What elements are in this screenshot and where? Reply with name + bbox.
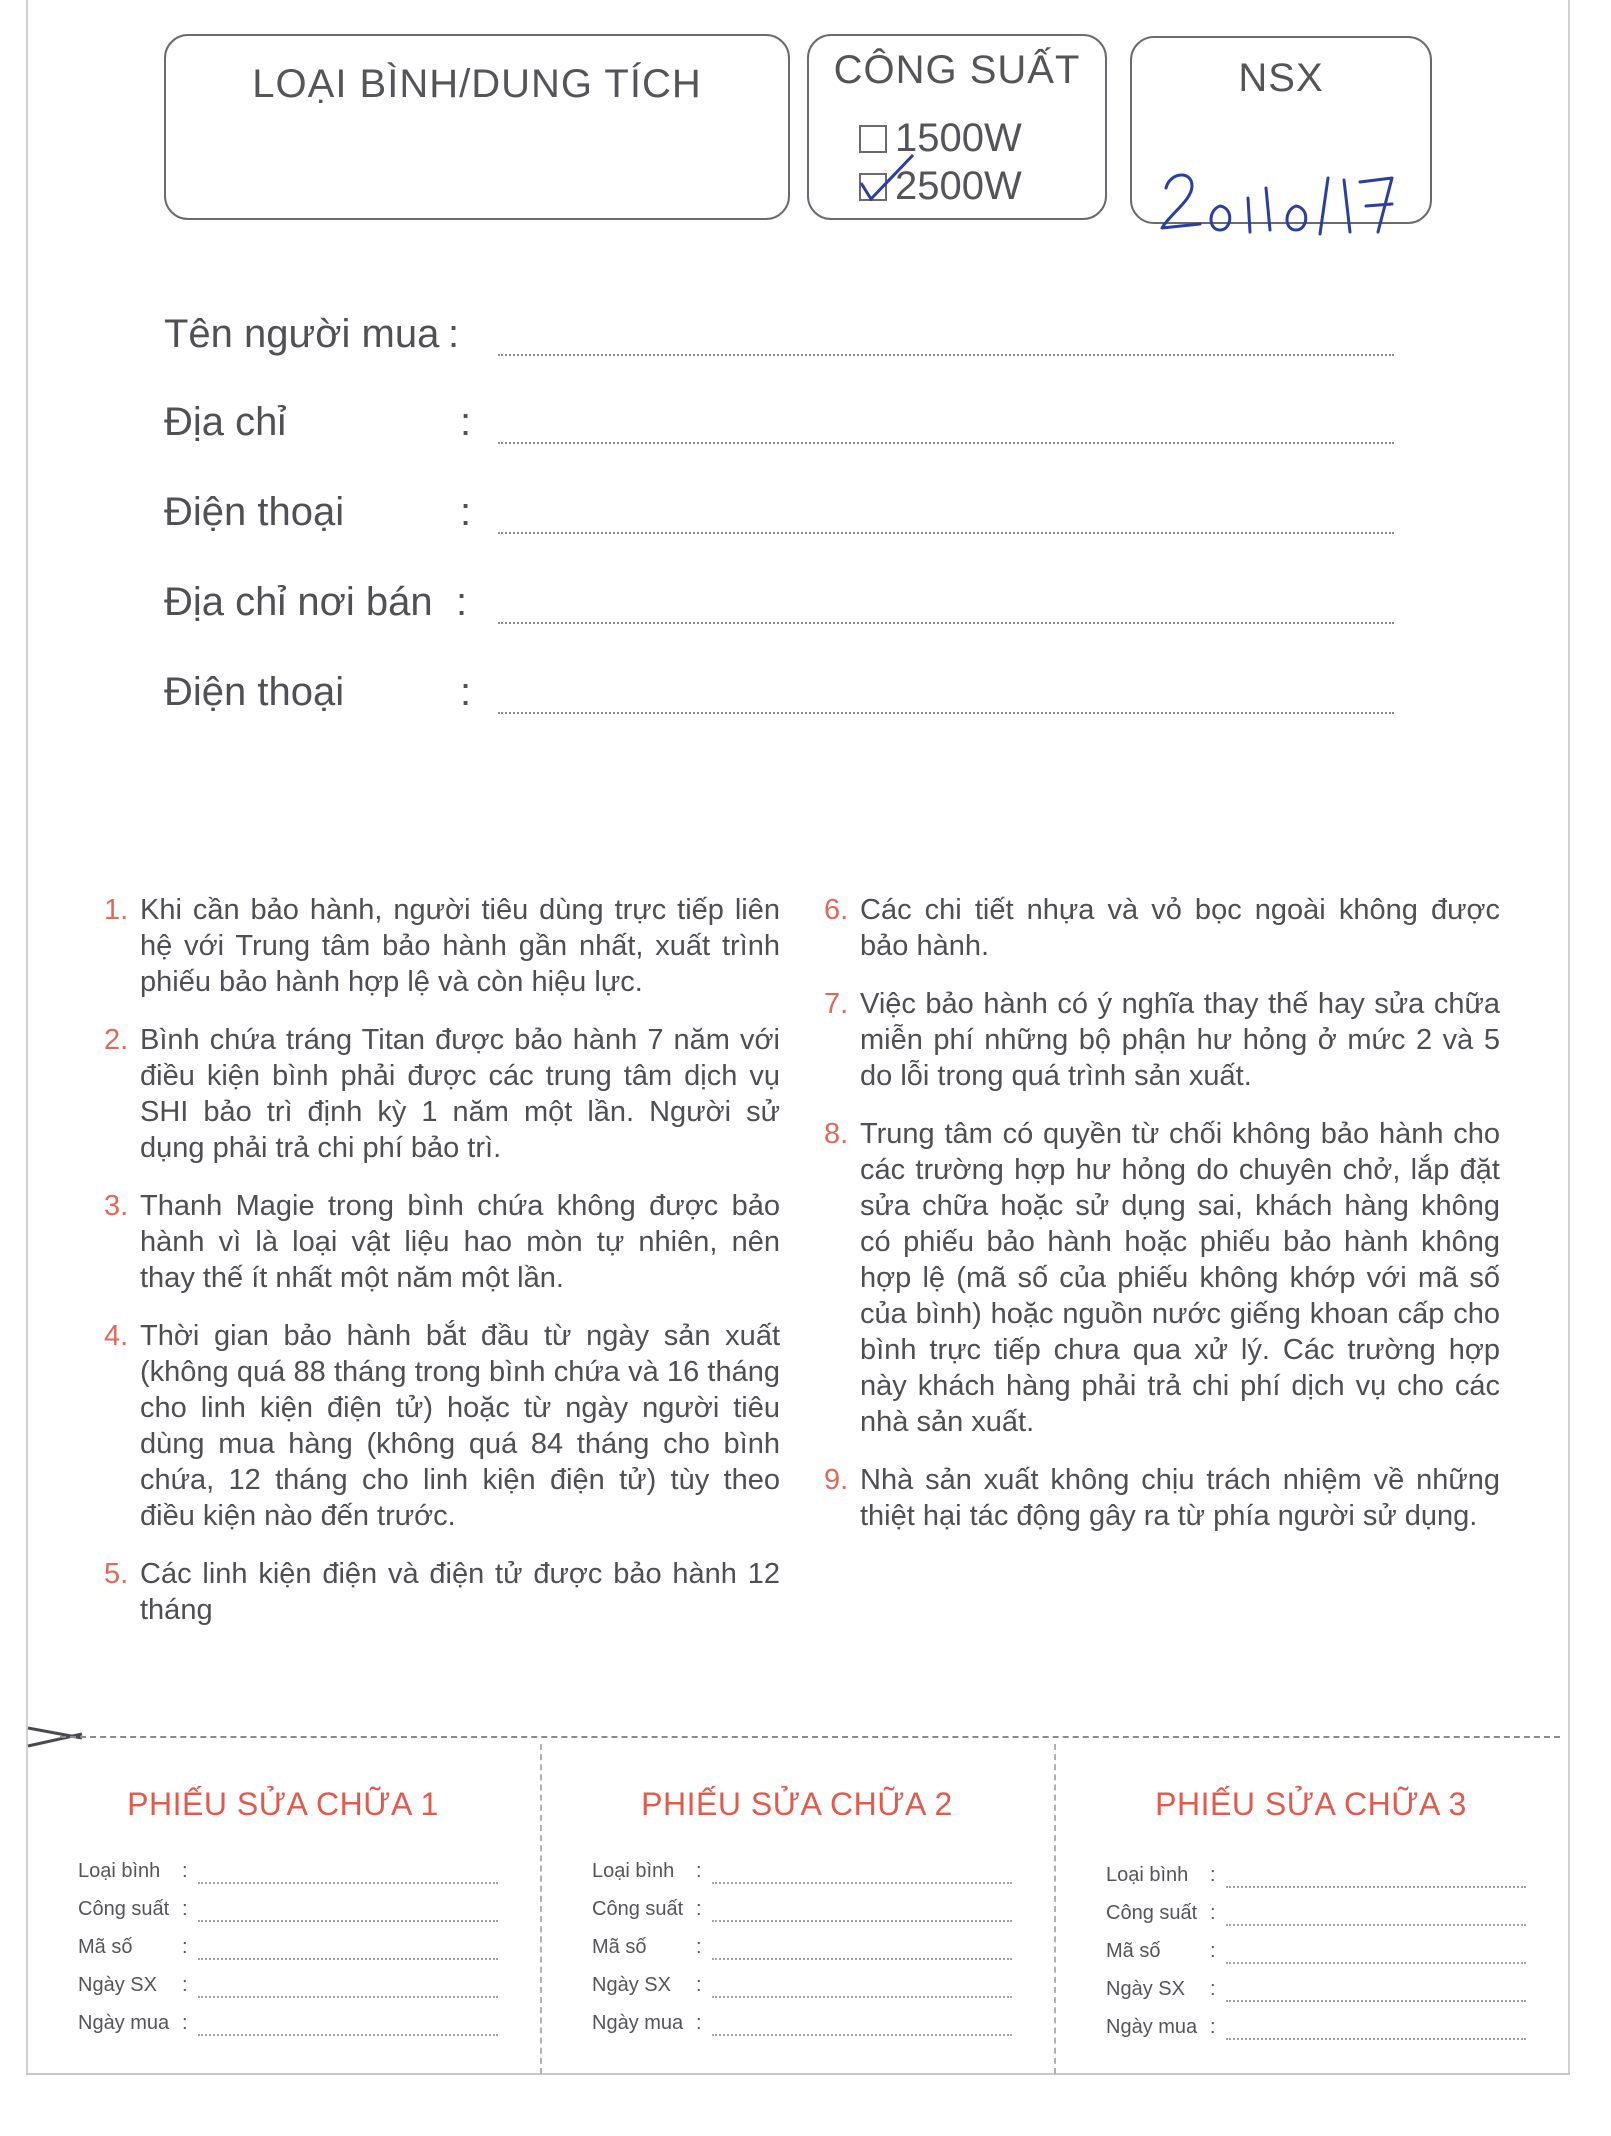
slip-colon: :: [182, 1898, 188, 1920]
term-text: Trung tâm có quyền từ chối không bảo hành cho các trường hợp hư hỏng do chuyên chở, lắp đặt sửa chữa hoặc sử dụng sai, khách hàng không có phiếu bảo hành hoặc phiếu bảo hành không hợp lệ (mã số của phiếu không khớp với mã số của bình) hoặc nguồn nước giếng khoan cấp cho bình trực tiếp chưa qua xử lý. Các trường hợp này khách hàng phải trả chi phí dịch vụ cho các nhà sản xuất.: [860, 1118, 1500, 1438]
slip-dotted-line[interactable]: [1226, 1886, 1526, 1888]
term-item: [820, 892, 1500, 964]
slip-dotted-line[interactable]: [712, 1920, 1012, 1922]
slip-label: Ngày mua: [1106, 2016, 1198, 2038]
slip-row-purchase-date[interactable]: [78, 2012, 498, 2042]
term-text: Thời gian bảo hành bắt đầu từ ngày sản xuất (không quá 88 tháng trong bình chứa và 16 tháng cho linh kiện điện tử) hoặc từ ngày người tiêu dùng mua hàng (không quá 84 tháng cho bình chứa, 12 tháng cho linh kiện điện tử) tùy theo điều kiện nào đến trước.: [140, 1320, 780, 1532]
nsx-box: [1130, 36, 1432, 247]
slip-row-power[interactable]: [78, 1898, 498, 1928]
slip-colon: :: [1210, 1864, 1216, 1886]
term-number: 2.: [104, 1024, 129, 1056]
term-item: [100, 892, 780, 1000]
field-colon: :: [456, 580, 468, 624]
slip-dotted-line[interactable]: [198, 1958, 498, 1960]
term-item: [100, 1022, 780, 1166]
field-label: Tên người mua: [164, 312, 440, 356]
slip-row-tank-type[interactable]: [78, 1860, 498, 1890]
terms-left-column: [100, 892, 780, 1650]
term-item: [100, 1318, 780, 1534]
field-dotted-line[interactable]: [498, 354, 1394, 356]
slip-dotted-line[interactable]: [1226, 2038, 1526, 2040]
field-dotted-line[interactable]: [498, 712, 1394, 714]
term-item: [820, 986, 1500, 1094]
slip-colon: :: [696, 1936, 702, 1958]
slip-label: Mã số: [1106, 1940, 1161, 1962]
repair-slip-1: [28, 1744, 538, 2074]
term-text: Khi cần bảo hành, người tiêu dùng trực tiếp liên hệ với Trung tâm bảo hành gần nhất, xuất trình phiếu bảo hành hợp lệ và còn hiệu lực.: [140, 894, 780, 998]
slip-label: Ngày SX: [78, 1974, 157, 1996]
slip-label: Mã số: [592, 1936, 647, 1958]
check-mark-icon: [857, 153, 917, 203]
slip-row-code[interactable]: [78, 1936, 498, 1966]
slip-row-purchase-date[interactable]: [592, 2012, 1012, 2042]
slip-dotted-line[interactable]: [1226, 1924, 1526, 1926]
slip-label: Ngày mua: [592, 2012, 684, 2034]
slip-row-mfg-date[interactable]: [78, 1974, 498, 2004]
slip-label: Công suất: [1106, 1902, 1198, 1924]
slip-row-power[interactable]: [592, 1898, 1012, 1928]
term-number: 9.: [824, 1464, 849, 1496]
slip-dotted-line[interactable]: [1226, 1962, 1526, 1964]
term-number: 3.: [104, 1190, 129, 1222]
field-colon: :: [460, 400, 472, 444]
slip-dotted-line[interactable]: [712, 1882, 1012, 1884]
term-text: Các chi tiết nhựa và vỏ bọc ngoài không được bảo hành.: [860, 894, 1500, 962]
slip-dotted-line[interactable]: [198, 2034, 498, 2036]
slip-label: Ngày SX: [1106, 1978, 1185, 2000]
power-title: CÔNG SUẤT: [833, 48, 1081, 92]
slip-label: Loại bình: [78, 1860, 161, 1882]
seller-phone-field[interactable]: [164, 670, 1394, 730]
slip-label: Loại bình: [1106, 1864, 1189, 1886]
field-colon: :: [460, 670, 472, 714]
slip-label: Loại bình: [592, 1860, 675, 1882]
tank-type-title: LOẠI BÌNH/DUNG TÍCH: [252, 62, 702, 106]
repair-slip-2: [540, 1744, 1052, 2074]
term-text: Bình chứa tráng Titan được bảo hành 7 năm với điều kiện bình phải được các trung tâm dịch vụ SHI bảo trì định kỳ 1 năm một lần. Người sử dụng phải trả chi phí bảo trì.: [140, 1024, 780, 1164]
slip-dotted-line[interactable]: [712, 2034, 1012, 2036]
slip-row-code[interactable]: [1106, 1940, 1526, 1970]
checkbox-unchecked-icon[interactable]: [859, 125, 887, 153]
term-item: [100, 1556, 780, 1628]
power-option-label: 1500W: [895, 116, 1022, 160]
term-number: 1.: [104, 894, 129, 926]
buyer-name-field[interactable]: [164, 312, 1394, 372]
slip-colon: :: [182, 1860, 188, 1882]
slip-label: Công suất: [78, 1898, 170, 1920]
field-label: Địa chỉ nơi bán: [164, 580, 433, 624]
slip-row-tank-type[interactable]: [1106, 1864, 1526, 1894]
term-number: 5.: [104, 1558, 129, 1590]
slip-colon: :: [1210, 1902, 1216, 1924]
term-text: Việc bảo hành có ý nghĩa thay thế hay sửa chữa miễn phí những bộ phận hư hỏng ở mức 2 và 5 do lỗi trong quá trình sản xuất.: [860, 988, 1500, 1092]
slip-dotted-line[interactable]: [198, 1920, 498, 1922]
field-label: Điện thoại: [164, 490, 345, 534]
slip-dotted-line[interactable]: [198, 1996, 498, 1998]
slip-label: Mã số: [78, 1936, 133, 1958]
slip-colon: :: [1210, 1978, 1216, 2000]
handwritten-date: [1146, 158, 1446, 248]
slip-colon: :: [696, 1860, 702, 1882]
slip-row-purchase-date[interactable]: [1106, 2016, 1526, 2046]
slip-row-power[interactable]: [1106, 1902, 1526, 1932]
term-number: 7.: [824, 988, 849, 1020]
term-number: 6.: [824, 894, 849, 926]
repair-slip-3: [1054, 1744, 1566, 2074]
term-item: [820, 1116, 1500, 1440]
term-text: Nhà sản xuất không chịu trách nhiệm về những thiệt hại tác động gây ra từ phía người sử dụng.: [860, 1464, 1500, 1532]
slip-title: PHIẾU SỬA CHỮA 1: [127, 1786, 439, 1822]
nsx-title: NSX: [1238, 56, 1324, 100]
slip-row-mfg-date[interactable]: [592, 1974, 1012, 2004]
field-dotted-line[interactable]: [498, 442, 1394, 444]
slip-dotted-line[interactable]: [712, 1958, 1012, 1960]
power-box: [807, 34, 1107, 220]
slip-dotted-line[interactable]: [198, 1882, 498, 1884]
term-number: 4.: [104, 1320, 129, 1352]
slip-colon: :: [182, 1936, 188, 1958]
slip-colon: :: [696, 2012, 702, 2034]
term-number: 8.: [824, 1118, 849, 1150]
slip-colon: :: [1210, 1940, 1216, 1962]
field-label: Điện thoại: [164, 670, 345, 714]
power-option-2500w[interactable]: [859, 164, 1022, 209]
term-text: Thanh Magie trong bình chứa không được bảo hành vì là loại vật liệu hao mòn tự nhiên, nên thay thế ít nhất một năm một lần.: [140, 1190, 780, 1294]
slip-label: Công suất: [592, 1898, 684, 1920]
term-item: [820, 1462, 1500, 1534]
slip-row-code[interactable]: [592, 1936, 1012, 1966]
power-option-label: 2500W: [895, 164, 1022, 208]
slip-dotted-line[interactable]: [1226, 2000, 1526, 2002]
slip-row-mfg-date[interactable]: [1106, 1978, 1526, 2008]
slip-label: Ngày SX: [592, 1974, 671, 1996]
slip-label: Ngày mua: [78, 2012, 170, 2034]
slip-colon: :: [1210, 2016, 1216, 2038]
seller-address-field[interactable]: [164, 580, 1394, 640]
svg-text:20110117: 20110117: [1296, 246, 1301, 247]
field-label: Địa chỉ: [164, 400, 287, 444]
slip-title: PHIẾU SỬA CHỮA 3: [1155, 1786, 1467, 1822]
tank-type-box: [164, 34, 790, 220]
slip-colon: :: [696, 1974, 702, 1996]
field-dotted-line[interactable]: [498, 622, 1394, 624]
slip-colon: :: [182, 2012, 188, 2034]
slip-colon: :: [696, 1898, 702, 1920]
phone-field[interactable]: [164, 490, 1394, 550]
slip-row-tank-type[interactable]: [592, 1860, 1012, 1890]
slip-title: PHIẾU SỬA CHỮA 2: [641, 1786, 953, 1822]
field-dotted-line[interactable]: [498, 532, 1394, 534]
terms-right-column: [820, 892, 1500, 1556]
checkbox-checked-icon[interactable]: [859, 173, 887, 201]
field-colon: :: [460, 490, 472, 534]
term-item: [100, 1188, 780, 1296]
term-text: Các linh kiện điện và điện tử được bảo hành 12 tháng: [140, 1558, 780, 1626]
address-field[interactable]: [164, 400, 1394, 460]
slip-dotted-line[interactable]: [712, 1996, 1012, 1998]
slip-colon: :: [182, 1974, 188, 1996]
field-colon: :: [448, 312, 460, 356]
cut-line: [60, 1736, 1560, 1738]
